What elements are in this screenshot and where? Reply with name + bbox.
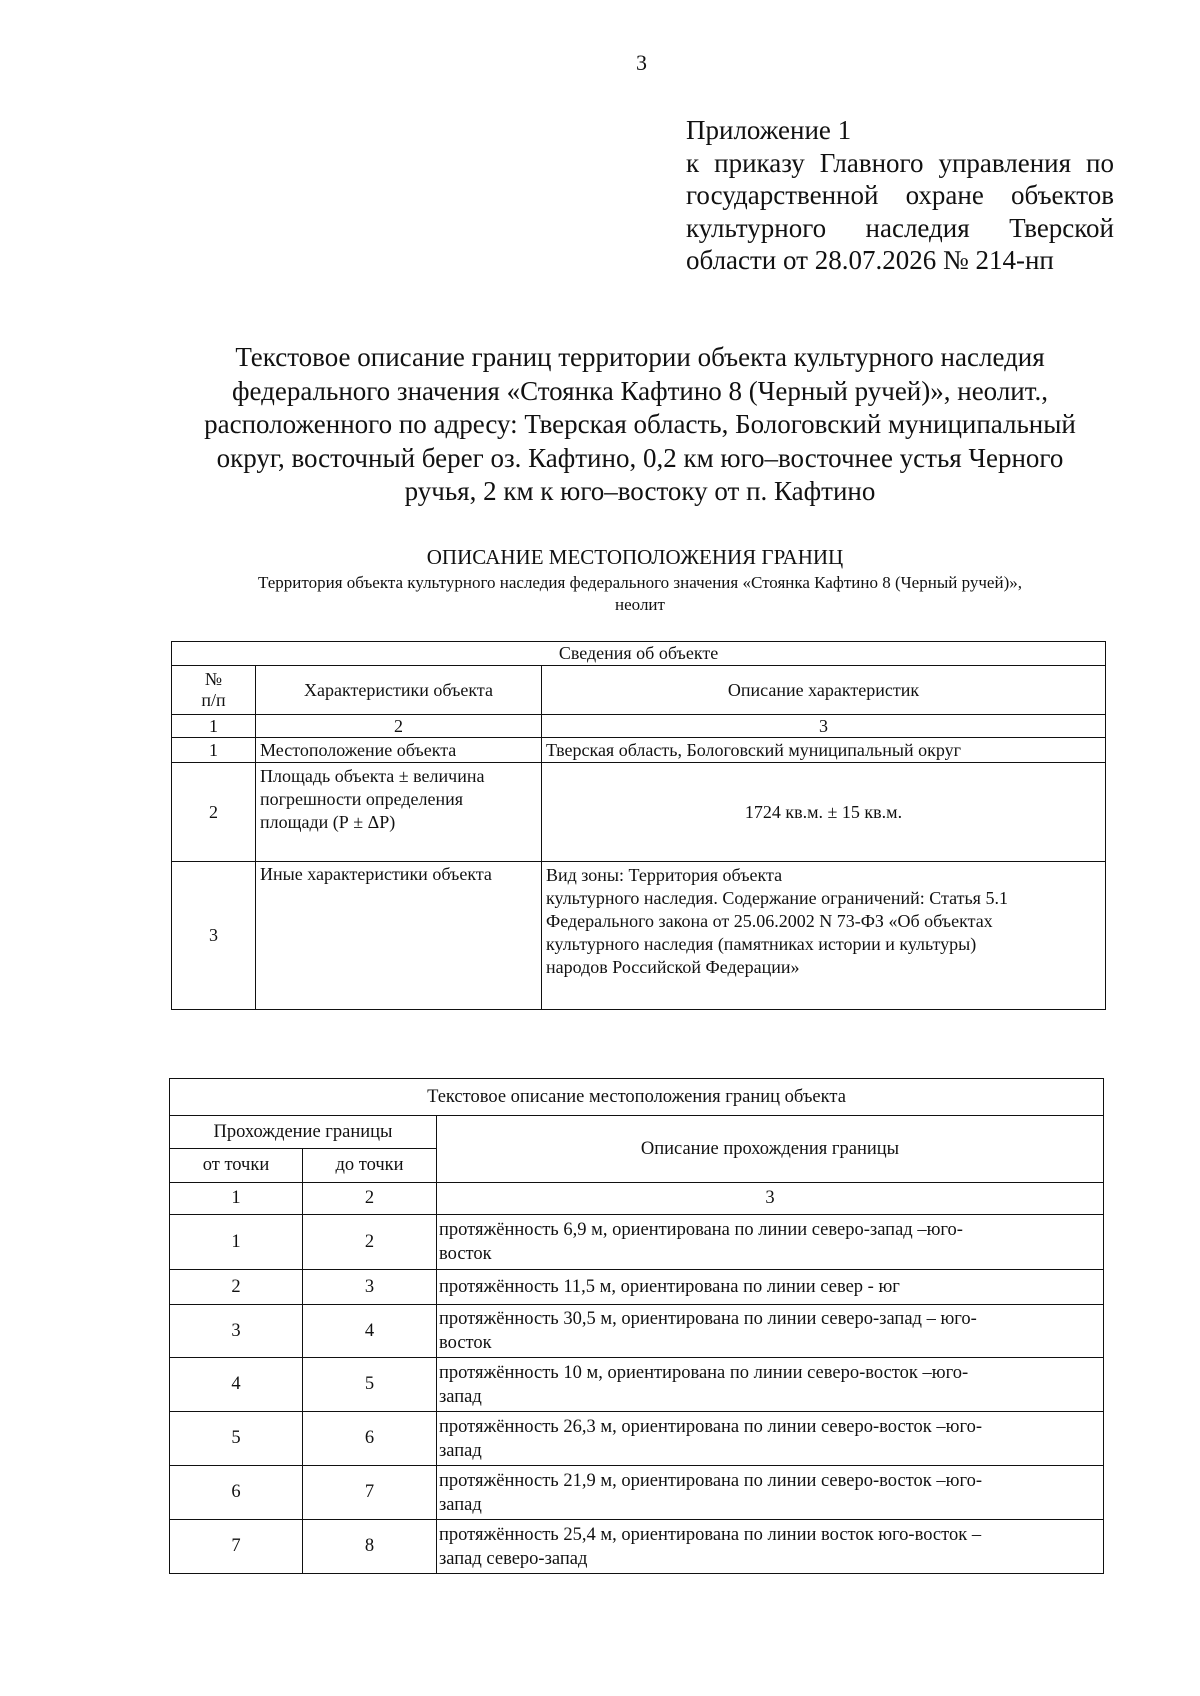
section-heading: ОПИСАНИЕ МЕСТОПОЛОЖЕНИЯ ГРАНИЦ (426, 545, 844, 569)
from-point: 2 (170, 1270, 303, 1305)
text-line: запад северо-запад (439, 1548, 588, 1569)
text-line: запад (439, 1386, 482, 1407)
text-line: погрешности определения (260, 789, 463, 809)
row-num: 1 (172, 738, 256, 763)
header-passage: Прохождение границы (170, 1116, 437, 1149)
text-line: Федерального закона от 25.06.2002 N 73-ФЗ «Об объектах (546, 911, 993, 931)
from-point: 6 (170, 1466, 303, 1520)
appendix-line: к приказу Главного управления по (686, 147, 1114, 178)
boundary-table-caption: Текстовое описание местоположения границ объекта (170, 1079, 1104, 1116)
table-row (170, 1270, 1104, 1305)
text-line: запад (439, 1440, 482, 1461)
segment-description (437, 1215, 1104, 1270)
table-row (170, 1305, 1104, 1358)
text-line: протяжённость 21,9 м, ориентирована по линии северо-восток –юго- (439, 1470, 982, 1491)
text-line: протяжённость 6,9 м, ориентирована по линии северо-запад –юго- (439, 1220, 963, 1240)
row-num: 3 (172, 862, 256, 1010)
text-line: народов Российской Федерации» (546, 957, 800, 977)
table-row (172, 763, 1106, 862)
row-characteristic (256, 763, 542, 862)
title-line: расположенного по адресу: Тверская область, Бологовский муниципальный (204, 409, 1076, 439)
from-point: 3 (170, 1305, 303, 1358)
table-row (172, 862, 1106, 1010)
text-line: протяжённость 26,3 м, ориентирована по линии северо-восток –юго- (439, 1416, 982, 1437)
section-subheading-line: неолит (615, 595, 665, 614)
row-description (542, 862, 1106, 1010)
text-line: площади (Р ± ΔР) (260, 812, 396, 832)
text-line: Площадь объекта ± величина (260, 766, 485, 786)
text-line: культурного наследия. Содержание ограничений: Статья 5.1 (546, 888, 1008, 908)
page-number: 3 (636, 50, 647, 75)
segment-description (437, 1305, 1104, 1358)
text-line: Вид зоны: Территория объекта (546, 865, 783, 885)
from-point: 7 (170, 1520, 303, 1574)
header-characteristic: Характеристики объекта (256, 666, 542, 715)
to-point: 4 (303, 1305, 437, 1358)
to-point: 3 (303, 1270, 437, 1305)
segment-description (437, 1466, 1104, 1520)
header-num-line: № (204, 669, 223, 689)
row-description: 1724 кв.м. ± 15 кв.м. (542, 763, 1106, 862)
to-point: 6 (303, 1412, 437, 1466)
segment-description (437, 1520, 1104, 1574)
row-num: 2 (172, 763, 256, 862)
text-line: протяжённость 11,5 м, ориентирована по линии север - юг (439, 1277, 900, 1297)
segment-description (437, 1412, 1104, 1466)
table-row (170, 1215, 1104, 1270)
table-row (170, 1466, 1104, 1520)
boundary-description-table (169, 1078, 1104, 1574)
header-to-point: до точки (303, 1149, 437, 1183)
title-line: ручья, 2 км к юго–востоку от п. Кафтино (404, 476, 876, 506)
text-line: запад (439, 1494, 482, 1515)
index-cell: 3 (542, 715, 1106, 738)
to-point: 8 (303, 1520, 437, 1574)
to-point: 5 (303, 1358, 437, 1412)
to-point: 7 (303, 1466, 437, 1520)
table-row (170, 1412, 1104, 1466)
index-cell: 1 (172, 715, 256, 738)
title-line: Текстовое описание границ территории объекта культурного наследия (235, 342, 1045, 372)
object-table-caption: Сведения об объекте (172, 642, 1106, 666)
appendix-block (686, 114, 1114, 277)
index-cell: 3 (437, 1183, 1104, 1215)
header-description: Описание характеристик (542, 666, 1106, 715)
text-line: протяжённость 10 м, ориентирована по линии северо-восток –юго- (439, 1362, 969, 1383)
appendix-line: государственной охране объектов (686, 180, 1114, 210)
table-row (170, 1520, 1104, 1574)
index-cell: 2 (256, 715, 542, 738)
segment-description (437, 1270, 1104, 1305)
text-line: культурного наследия (памятниках истории и культуры) (546, 934, 977, 954)
header-num (172, 666, 256, 715)
section-subheading (160, 572, 1120, 616)
title-line: федерального значения «Стоянка Кафтино 8 (Черный ручей)», неолит., (231, 375, 1049, 406)
table-row (172, 738, 1106, 763)
appendix-line: культурного наследия Тверской (686, 212, 1114, 243)
text-line: восток (439, 1244, 492, 1264)
from-point: 5 (170, 1412, 303, 1466)
from-point: 1 (170, 1215, 303, 1270)
appendix-line: Приложение 1 (686, 115, 852, 145)
section-subheading-line: Территория объекта культурного наследия федерального значения «Стоянка Кафтино 8 (Черный ручей)», (258, 573, 1022, 592)
text-line: протяжённость 25,4 м, ориентирована по линии восток юго-восток – (439, 1524, 982, 1545)
text-line: протяжённость 30,5 м, ориентирована по линии северо-запад – юго- (439, 1309, 977, 1329)
row-characteristic: Иные характеристики объекта (256, 862, 542, 1010)
document-title (160, 341, 1120, 509)
segment-description (437, 1358, 1104, 1412)
header-from-point: от точки (170, 1149, 303, 1183)
object-info-table (171, 641, 1106, 1010)
row-characteristic: Местоположение объекта (256, 738, 542, 763)
header-boundary-description: Описание прохождения границы (437, 1116, 1104, 1183)
table-row (170, 1358, 1104, 1412)
to-point: 2 (303, 1215, 437, 1270)
row-description: Тверская область, Бологовский муниципальный округ (542, 738, 1106, 763)
text-line: восток (439, 1333, 492, 1353)
index-cell: 2 (303, 1183, 437, 1215)
index-cell: 1 (170, 1183, 303, 1215)
title-line: округ, восточный берег оз. Кафтино, 0,2 км юго–восточнее устья Черного (216, 442, 1064, 473)
header-num-line: п/п (201, 690, 226, 710)
appendix-line: области от 28.07.2026 № 214-нп (686, 245, 1054, 275)
from-point: 4 (170, 1358, 303, 1412)
